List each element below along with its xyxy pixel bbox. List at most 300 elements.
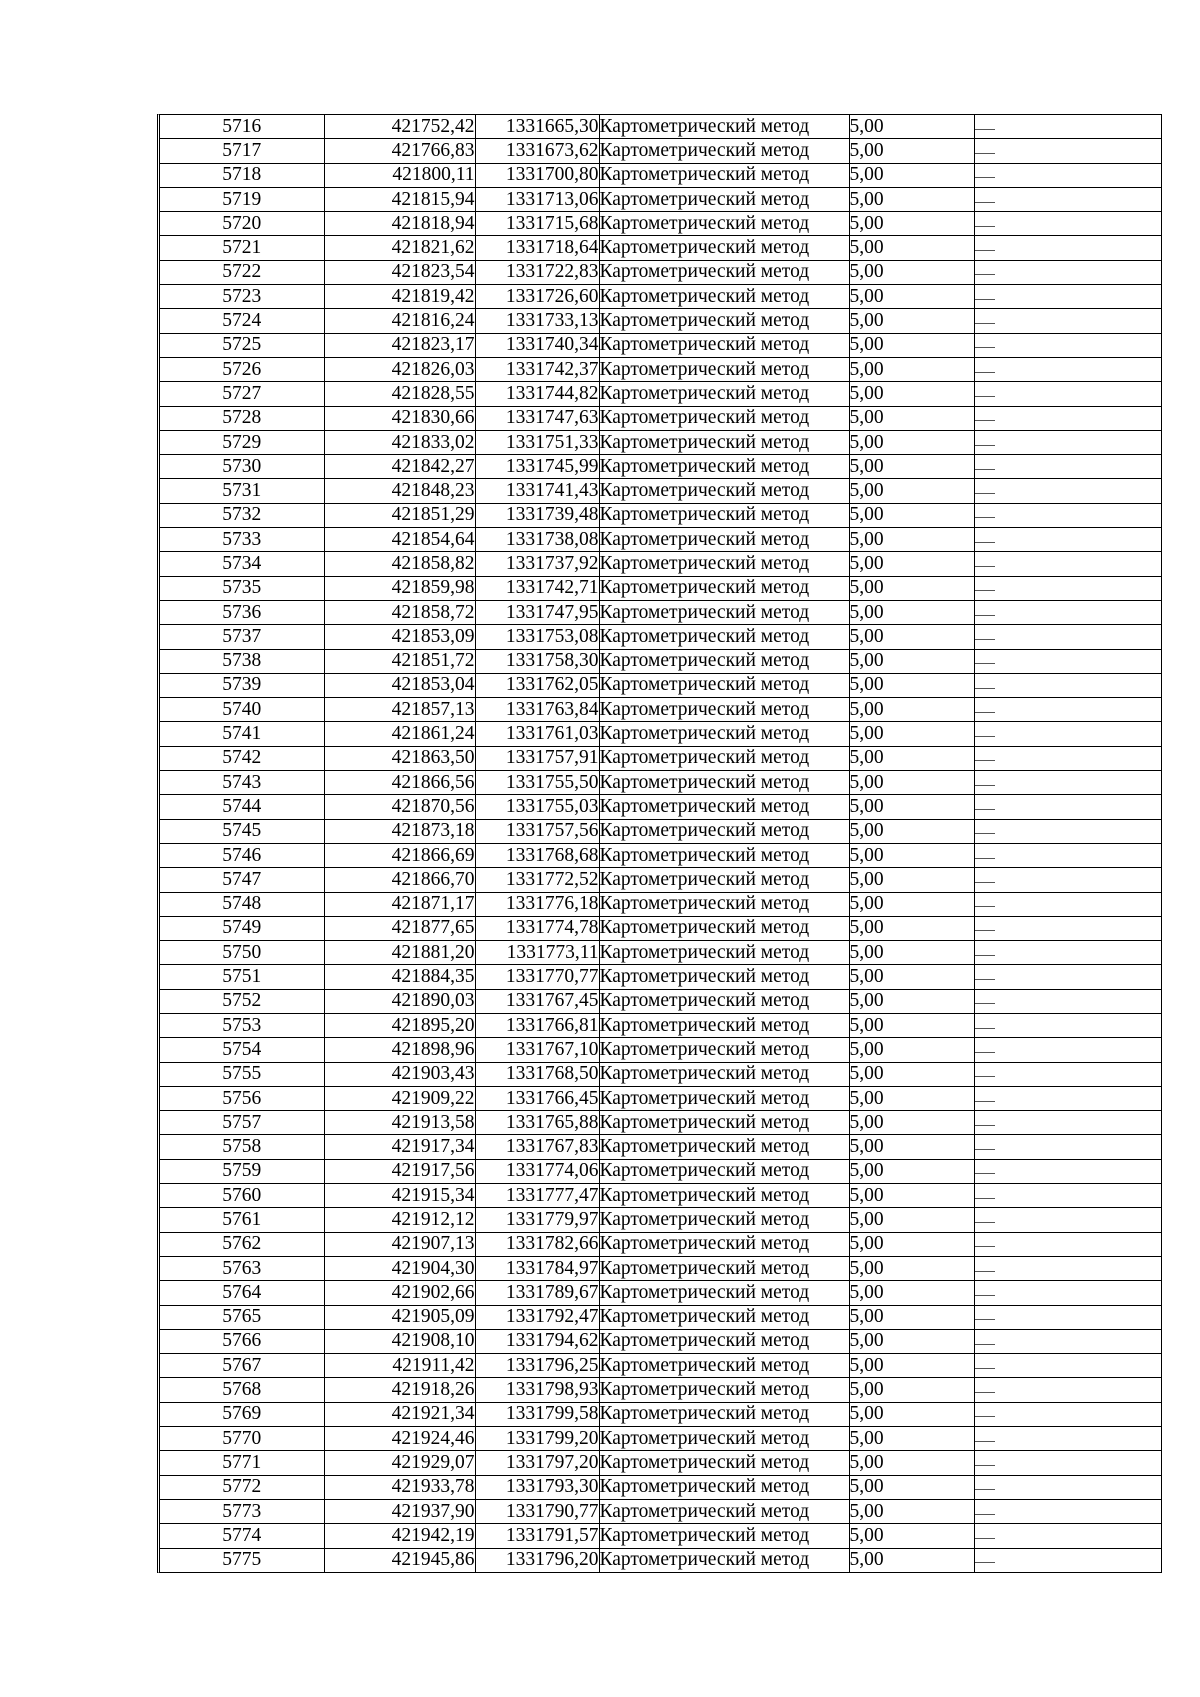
x-coordinate-cell: 421942,19 bbox=[324, 1524, 475, 1548]
dash-mark bbox=[975, 785, 995, 786]
description-cell bbox=[974, 309, 1161, 333]
point-number-cell: 5716 bbox=[160, 115, 324, 139]
accuracy-cell: 5,00 bbox=[849, 1111, 974, 1135]
dash-mark bbox=[975, 517, 995, 518]
y-coordinate-cell: 1331745,99 bbox=[475, 455, 599, 479]
method-cell: Картометрический метод bbox=[599, 746, 849, 770]
description-cell bbox=[974, 1451, 1161, 1475]
table-row bbox=[160, 746, 1161, 770]
accuracy-cell: 5,00 bbox=[849, 1402, 974, 1426]
y-coordinate-cell: 1331757,56 bbox=[475, 819, 599, 843]
point-number-cell: 5767 bbox=[160, 1354, 324, 1378]
method-cell: Картометрический метод bbox=[599, 843, 849, 867]
x-coordinate-cell: 421854,64 bbox=[324, 528, 475, 552]
x-coordinate-cell: 421924,46 bbox=[324, 1427, 475, 1451]
y-coordinate-cell: 1331744,82 bbox=[475, 382, 599, 406]
y-coordinate-cell: 1331665,30 bbox=[475, 115, 599, 139]
point-number-cell: 5745 bbox=[160, 819, 324, 843]
x-coordinate-cell: 421819,42 bbox=[324, 285, 475, 309]
accuracy-cell: 5,00 bbox=[849, 479, 974, 503]
method-cell: Картометрический метод bbox=[599, 1159, 849, 1183]
dash-mark bbox=[975, 712, 995, 713]
table-row bbox=[160, 503, 1161, 527]
dash-mark bbox=[975, 1028, 995, 1029]
table-row bbox=[160, 1159, 1161, 1183]
table-row bbox=[160, 1305, 1161, 1329]
x-coordinate-cell: 421929,07 bbox=[324, 1451, 475, 1475]
y-coordinate-cell: 1331792,47 bbox=[475, 1305, 599, 1329]
method-cell: Картометрический метод bbox=[599, 455, 849, 479]
dash-mark bbox=[975, 1052, 995, 1053]
y-coordinate-cell: 1331713,06 bbox=[475, 187, 599, 211]
dash-mark bbox=[975, 1173, 995, 1174]
x-coordinate-cell: 421766,83 bbox=[324, 139, 475, 163]
accuracy-cell: 5,00 bbox=[849, 309, 974, 333]
x-coordinate-cell: 421853,09 bbox=[324, 625, 475, 649]
description-cell bbox=[974, 406, 1161, 430]
x-coordinate-cell: 421912,12 bbox=[324, 1208, 475, 1232]
table-row bbox=[160, 989, 1161, 1013]
method-cell: Картометрический метод bbox=[599, 1281, 849, 1305]
y-coordinate-cell: 1331737,92 bbox=[475, 552, 599, 576]
method-cell: Картометрический метод bbox=[599, 673, 849, 697]
x-coordinate-cell: 421858,72 bbox=[324, 600, 475, 624]
y-coordinate-cell: 1331673,62 bbox=[475, 139, 599, 163]
accuracy-cell: 5,00 bbox=[849, 746, 974, 770]
point-number-cell: 5751 bbox=[160, 965, 324, 989]
dash-mark bbox=[975, 1514, 995, 1515]
dash-mark bbox=[975, 1198, 995, 1199]
accuracy-cell: 5,00 bbox=[849, 503, 974, 527]
table-row bbox=[160, 1427, 1161, 1451]
method-cell: Картометрический метод bbox=[599, 1232, 849, 1256]
accuracy-cell: 5,00 bbox=[849, 1013, 974, 1037]
y-coordinate-cell: 1331738,08 bbox=[475, 528, 599, 552]
dash-mark bbox=[975, 1465, 995, 1466]
point-number-cell: 5733 bbox=[160, 528, 324, 552]
method-cell: Картометрический метод bbox=[599, 771, 849, 795]
point-number-cell: 5747 bbox=[160, 868, 324, 892]
point-number-cell: 5769 bbox=[160, 1402, 324, 1426]
accuracy-cell: 5,00 bbox=[849, 115, 974, 139]
accuracy-cell: 5,00 bbox=[849, 1038, 974, 1062]
y-coordinate-cell: 1331739,48 bbox=[475, 503, 599, 527]
y-coordinate-cell: 1331700,80 bbox=[475, 163, 599, 187]
point-number-cell: 5775 bbox=[160, 1548, 324, 1572]
x-coordinate-cell: 421915,34 bbox=[324, 1184, 475, 1208]
table-row bbox=[160, 1232, 1161, 1256]
accuracy-cell: 5,00 bbox=[849, 868, 974, 892]
point-number-cell: 5770 bbox=[160, 1427, 324, 1451]
dash-mark bbox=[975, 639, 995, 640]
y-coordinate-cell: 1331747,63 bbox=[475, 406, 599, 430]
dash-mark bbox=[975, 688, 995, 689]
description-cell bbox=[974, 333, 1161, 357]
y-coordinate-cell: 1331782,66 bbox=[475, 1232, 599, 1256]
x-coordinate-cell: 421821,62 bbox=[324, 236, 475, 260]
description-cell bbox=[974, 212, 1161, 236]
y-coordinate-cell: 1331751,33 bbox=[475, 430, 599, 454]
method-cell: Картометрический метод bbox=[599, 1548, 849, 1572]
dash-mark bbox=[975, 566, 995, 567]
description-cell bbox=[974, 187, 1161, 211]
x-coordinate-cell: 421921,34 bbox=[324, 1402, 475, 1426]
dash-mark bbox=[975, 1344, 995, 1345]
table-row bbox=[160, 333, 1161, 357]
table-row bbox=[160, 430, 1161, 454]
description-cell bbox=[974, 600, 1161, 624]
point-number-cell: 5772 bbox=[160, 1475, 324, 1499]
description-cell bbox=[974, 941, 1161, 965]
description-cell bbox=[974, 892, 1161, 916]
y-coordinate-cell: 1331740,34 bbox=[475, 333, 599, 357]
y-coordinate-cell: 1331774,06 bbox=[475, 1159, 599, 1183]
description-cell bbox=[974, 382, 1161, 406]
table-row bbox=[160, 212, 1161, 236]
point-number-cell: 5750 bbox=[160, 941, 324, 965]
dash-mark bbox=[975, 469, 995, 470]
description-cell bbox=[974, 163, 1161, 187]
x-coordinate-cell: 421907,13 bbox=[324, 1232, 475, 1256]
dash-mark bbox=[975, 1489, 995, 1490]
description-cell bbox=[974, 1013, 1161, 1037]
y-coordinate-cell: 1331765,88 bbox=[475, 1111, 599, 1135]
accuracy-cell: 5,00 bbox=[849, 1354, 974, 1378]
point-number-cell: 5746 bbox=[160, 843, 324, 867]
dash-mark bbox=[975, 420, 995, 421]
description-cell bbox=[974, 771, 1161, 795]
method-cell: Картометрический метод bbox=[599, 1427, 849, 1451]
description-cell bbox=[974, 843, 1161, 867]
x-coordinate-cell: 421903,43 bbox=[324, 1062, 475, 1086]
dash-mark bbox=[975, 1076, 995, 1077]
dash-mark bbox=[975, 1222, 995, 1223]
x-coordinate-cell: 421909,22 bbox=[324, 1086, 475, 1110]
method-cell: Картометрический метод bbox=[599, 892, 849, 916]
y-coordinate-cell: 1331797,20 bbox=[475, 1451, 599, 1475]
point-number-cell: 5718 bbox=[160, 163, 324, 187]
table-row bbox=[160, 528, 1161, 552]
method-cell: Картометрический метод bbox=[599, 1062, 849, 1086]
point-number-cell: 5765 bbox=[160, 1305, 324, 1329]
method-cell: Картометрический метод bbox=[599, 163, 849, 187]
method-cell: Картометрический метод bbox=[599, 722, 849, 746]
y-coordinate-cell: 1331766,45 bbox=[475, 1086, 599, 1110]
accuracy-cell: 5,00 bbox=[849, 600, 974, 624]
method-cell: Картометрический метод bbox=[599, 1111, 849, 1135]
y-coordinate-cell: 1331741,43 bbox=[475, 479, 599, 503]
coordinates-table-body bbox=[160, 115, 1161, 1572]
description-cell bbox=[974, 479, 1161, 503]
x-coordinate-cell: 421908,10 bbox=[324, 1329, 475, 1353]
y-coordinate-cell: 1331768,68 bbox=[475, 843, 599, 867]
method-cell: Картометрический метод bbox=[599, 1475, 849, 1499]
point-number-cell: 5744 bbox=[160, 795, 324, 819]
point-number-cell: 5768 bbox=[160, 1378, 324, 1402]
description-cell bbox=[974, 1402, 1161, 1426]
x-coordinate-cell: 421851,29 bbox=[324, 503, 475, 527]
method-cell: Картометрический метод bbox=[599, 1184, 849, 1208]
dash-mark bbox=[975, 930, 995, 931]
accuracy-cell: 5,00 bbox=[849, 382, 974, 406]
point-number-cell: 5739 bbox=[160, 673, 324, 697]
description-cell bbox=[974, 819, 1161, 843]
dash-mark bbox=[975, 809, 995, 810]
description-cell bbox=[974, 1548, 1161, 1572]
y-coordinate-cell: 1331768,50 bbox=[475, 1062, 599, 1086]
table-row bbox=[160, 1378, 1161, 1402]
accuracy-cell: 5,00 bbox=[849, 673, 974, 697]
y-coordinate-cell: 1331794,62 bbox=[475, 1329, 599, 1353]
table-row bbox=[160, 357, 1161, 381]
table-row bbox=[160, 771, 1161, 795]
y-coordinate-cell: 1331784,97 bbox=[475, 1256, 599, 1280]
x-coordinate-cell: 421857,13 bbox=[324, 698, 475, 722]
point-number-cell: 5760 bbox=[160, 1184, 324, 1208]
method-cell: Картометрический метод bbox=[599, 528, 849, 552]
description-cell bbox=[974, 285, 1161, 309]
y-coordinate-cell: 1331770,77 bbox=[475, 965, 599, 989]
point-number-cell: 5743 bbox=[160, 771, 324, 795]
accuracy-cell: 5,00 bbox=[849, 1378, 974, 1402]
x-coordinate-cell: 421913,58 bbox=[324, 1111, 475, 1135]
accuracy-cell: 5,00 bbox=[849, 698, 974, 722]
x-coordinate-cell: 421830,66 bbox=[324, 406, 475, 430]
accuracy-cell: 5,00 bbox=[849, 649, 974, 673]
x-coordinate-cell: 421905,09 bbox=[324, 1305, 475, 1329]
table-row bbox=[160, 187, 1161, 211]
method-cell: Картометрический метод bbox=[599, 187, 849, 211]
description-cell bbox=[974, 1038, 1161, 1062]
accuracy-cell: 5,00 bbox=[849, 163, 974, 187]
x-coordinate-cell: 421851,72 bbox=[324, 649, 475, 673]
description-cell bbox=[974, 916, 1161, 940]
y-coordinate-cell: 1331767,10 bbox=[475, 1038, 599, 1062]
accuracy-cell: 5,00 bbox=[849, 819, 974, 843]
x-coordinate-cell: 421870,56 bbox=[324, 795, 475, 819]
point-number-cell: 5719 bbox=[160, 187, 324, 211]
dash-mark bbox=[975, 882, 995, 883]
description-cell bbox=[974, 746, 1161, 770]
dash-mark bbox=[975, 955, 995, 956]
method-cell: Картометрический метод bbox=[599, 1378, 849, 1402]
accuracy-cell: 5,00 bbox=[849, 1305, 974, 1329]
dash-mark bbox=[975, 299, 995, 300]
y-coordinate-cell: 1331773,11 bbox=[475, 941, 599, 965]
table-row bbox=[160, 673, 1161, 697]
accuracy-cell: 5,00 bbox=[849, 139, 974, 163]
dash-mark bbox=[975, 153, 995, 154]
dash-mark bbox=[975, 396, 995, 397]
point-number-cell: 5742 bbox=[160, 746, 324, 770]
description-cell bbox=[974, 1062, 1161, 1086]
y-coordinate-cell: 1331726,60 bbox=[475, 285, 599, 309]
dash-mark bbox=[975, 1319, 995, 1320]
x-coordinate-cell: 421871,17 bbox=[324, 892, 475, 916]
description-cell bbox=[974, 357, 1161, 381]
point-number-cell: 5734 bbox=[160, 552, 324, 576]
method-cell: Картометрический метод bbox=[599, 1305, 849, 1329]
accuracy-cell: 5,00 bbox=[849, 1086, 974, 1110]
x-coordinate-cell: 421902,66 bbox=[324, 1281, 475, 1305]
y-coordinate-cell: 1331722,83 bbox=[475, 260, 599, 284]
table-row bbox=[160, 1354, 1161, 1378]
method-cell: Картометрический метод bbox=[599, 819, 849, 843]
x-coordinate-cell: 421861,24 bbox=[324, 722, 475, 746]
y-coordinate-cell: 1331718,64 bbox=[475, 236, 599, 260]
method-cell: Картометрический метод bbox=[599, 1038, 849, 1062]
x-coordinate-cell: 421863,50 bbox=[324, 746, 475, 770]
point-number-cell: 5763 bbox=[160, 1256, 324, 1280]
y-coordinate-cell: 1331762,05 bbox=[475, 673, 599, 697]
description-cell bbox=[974, 1135, 1161, 1159]
description-cell bbox=[974, 1499, 1161, 1523]
method-cell: Картометрический метод bbox=[599, 576, 849, 600]
accuracy-cell: 5,00 bbox=[849, 260, 974, 284]
table-row bbox=[160, 1086, 1161, 1110]
x-coordinate-cell: 421881,20 bbox=[324, 941, 475, 965]
x-coordinate-cell: 421858,82 bbox=[324, 552, 475, 576]
x-coordinate-cell: 421848,23 bbox=[324, 479, 475, 503]
method-cell: Картометрический метод bbox=[599, 333, 849, 357]
accuracy-cell: 5,00 bbox=[849, 625, 974, 649]
x-coordinate-cell: 421800,11 bbox=[324, 163, 475, 187]
point-number-cell: 5725 bbox=[160, 333, 324, 357]
dash-mark bbox=[975, 274, 995, 275]
description-cell bbox=[974, 236, 1161, 260]
description-cell bbox=[974, 576, 1161, 600]
dash-mark bbox=[975, 615, 995, 616]
description-cell bbox=[974, 1256, 1161, 1280]
dash-mark bbox=[975, 833, 995, 834]
x-coordinate-cell: 421816,24 bbox=[324, 309, 475, 333]
table-row bbox=[160, 1524, 1161, 1548]
method-cell: Картометрический метод bbox=[599, 649, 849, 673]
table-row bbox=[160, 552, 1161, 576]
table-row bbox=[160, 236, 1161, 260]
table-row bbox=[160, 892, 1161, 916]
method-cell: Картометрический метод bbox=[599, 1086, 849, 1110]
dash-mark bbox=[975, 1416, 995, 1417]
table-row bbox=[160, 406, 1161, 430]
y-coordinate-cell: 1331763,84 bbox=[475, 698, 599, 722]
point-number-cell: 5755 bbox=[160, 1062, 324, 1086]
point-number-cell: 5759 bbox=[160, 1159, 324, 1183]
method-cell: Картометрический метод bbox=[599, 430, 849, 454]
dash-mark bbox=[975, 1149, 995, 1150]
point-number-cell: 5764 bbox=[160, 1281, 324, 1305]
table-row bbox=[160, 1475, 1161, 1499]
table-row bbox=[160, 698, 1161, 722]
x-coordinate-cell: 421933,78 bbox=[324, 1475, 475, 1499]
accuracy-cell: 5,00 bbox=[849, 1062, 974, 1086]
table-row bbox=[160, 625, 1161, 649]
x-coordinate-cell: 421884,35 bbox=[324, 965, 475, 989]
accuracy-cell: 5,00 bbox=[849, 892, 974, 916]
table-row bbox=[160, 285, 1161, 309]
description-cell bbox=[974, 1086, 1161, 1110]
y-coordinate-cell: 1331761,03 bbox=[475, 722, 599, 746]
table-row bbox=[160, 1038, 1161, 1062]
method-cell: Картометрический метод bbox=[599, 1135, 849, 1159]
x-coordinate-cell: 421917,34 bbox=[324, 1135, 475, 1159]
point-number-cell: 5741 bbox=[160, 722, 324, 746]
dash-mark bbox=[975, 590, 995, 591]
method-cell: Картометрический метод bbox=[599, 382, 849, 406]
table-row bbox=[160, 115, 1161, 139]
dash-mark bbox=[975, 1441, 995, 1442]
y-coordinate-cell: 1331758,30 bbox=[475, 649, 599, 673]
table-row bbox=[160, 1281, 1161, 1305]
point-number-cell: 5721 bbox=[160, 236, 324, 260]
dash-mark bbox=[975, 1392, 995, 1393]
x-coordinate-cell: 421937,90 bbox=[324, 1499, 475, 1523]
accuracy-cell: 5,00 bbox=[849, 1208, 974, 1232]
x-coordinate-cell: 421752,42 bbox=[324, 115, 475, 139]
y-coordinate-cell: 1331772,52 bbox=[475, 868, 599, 892]
x-coordinate-cell: 421833,02 bbox=[324, 430, 475, 454]
description-cell bbox=[974, 1354, 1161, 1378]
description-cell bbox=[974, 1281, 1161, 1305]
y-coordinate-cell: 1331747,95 bbox=[475, 600, 599, 624]
y-coordinate-cell: 1331757,91 bbox=[475, 746, 599, 770]
description-cell bbox=[974, 1111, 1161, 1135]
description-cell bbox=[974, 139, 1161, 163]
table-row bbox=[160, 455, 1161, 479]
accuracy-cell: 5,00 bbox=[849, 1135, 974, 1159]
point-number-cell: 5723 bbox=[160, 285, 324, 309]
dash-mark bbox=[975, 858, 995, 859]
description-cell bbox=[974, 989, 1161, 1013]
dash-mark bbox=[975, 202, 995, 203]
method-cell: Картометрический метод bbox=[599, 1499, 849, 1523]
x-coordinate-cell: 421898,96 bbox=[324, 1038, 475, 1062]
table-row bbox=[160, 819, 1161, 843]
point-number-cell: 5728 bbox=[160, 406, 324, 430]
point-number-cell: 5722 bbox=[160, 260, 324, 284]
point-number-cell: 5717 bbox=[160, 139, 324, 163]
method-cell: Картометрический метод bbox=[599, 236, 849, 260]
point-number-cell: 5773 bbox=[160, 1499, 324, 1523]
point-number-cell: 5761 bbox=[160, 1208, 324, 1232]
accuracy-cell: 5,00 bbox=[849, 843, 974, 867]
table-row bbox=[160, 868, 1161, 892]
y-coordinate-cell: 1331774,78 bbox=[475, 916, 599, 940]
description-cell bbox=[974, 115, 1161, 139]
description-cell bbox=[974, 698, 1161, 722]
x-coordinate-cell: 421895,20 bbox=[324, 1013, 475, 1037]
method-cell: Картометрический метод bbox=[599, 309, 849, 333]
description-cell bbox=[974, 1305, 1161, 1329]
point-number-cell: 5738 bbox=[160, 649, 324, 673]
dash-mark bbox=[975, 542, 995, 543]
accuracy-cell: 5,00 bbox=[849, 187, 974, 211]
y-coordinate-cell: 1331796,25 bbox=[475, 1354, 599, 1378]
table-row bbox=[160, 1499, 1161, 1523]
dash-mark bbox=[975, 1295, 995, 1296]
point-number-cell: 5726 bbox=[160, 357, 324, 381]
description-cell bbox=[974, 722, 1161, 746]
point-number-cell: 5756 bbox=[160, 1086, 324, 1110]
point-number-cell: 5724 bbox=[160, 309, 324, 333]
table-row bbox=[160, 722, 1161, 746]
description-cell bbox=[974, 455, 1161, 479]
table-row bbox=[160, 1402, 1161, 1426]
y-coordinate-cell: 1331755,50 bbox=[475, 771, 599, 795]
point-number-cell: 5749 bbox=[160, 916, 324, 940]
description-cell bbox=[974, 1159, 1161, 1183]
x-coordinate-cell: 421859,98 bbox=[324, 576, 475, 600]
